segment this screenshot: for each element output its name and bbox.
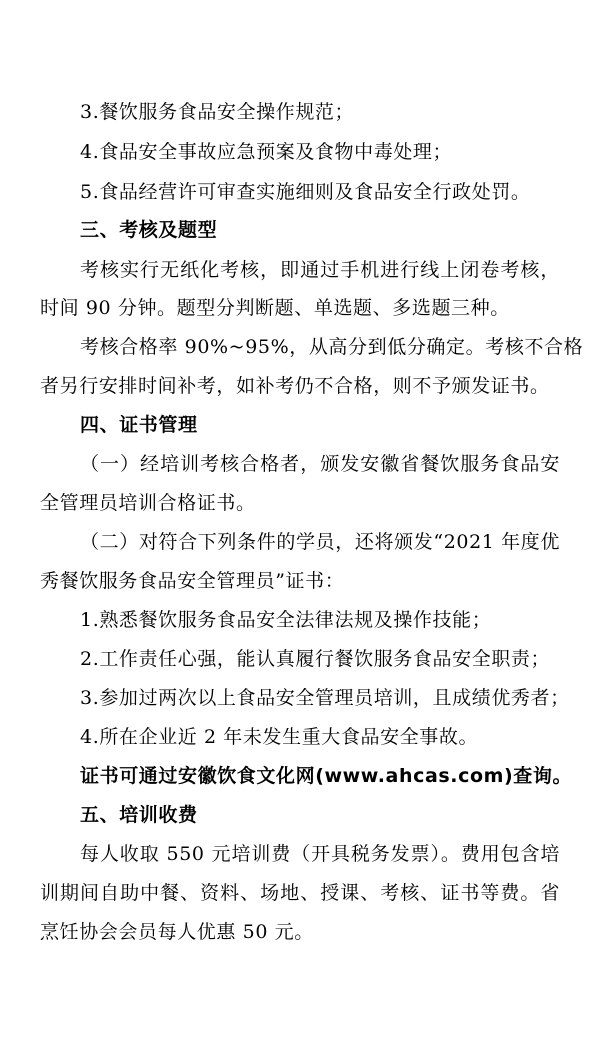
list-item-3: 3.餐饮服务食品安全操作规范； xyxy=(80,101,355,123)
section3-paragraph2-line2: 者另行安排时间补考，如补考仍不合格，则不予颁发证书。 xyxy=(40,375,550,397)
condition-item-4: 4.所在企业近 2 年未发生重大食品安全事故。 xyxy=(80,726,479,748)
section5-paragraph1-line1: 每人收取 550 元培训费（开具税务发票）。费用包含培 xyxy=(80,843,560,865)
list-item-4: 4.食品安全事故应急预案及食物中毒处理； xyxy=(80,141,453,163)
section4-paragraph1-line2: 全管理员培训合格证书。 xyxy=(40,492,256,514)
condition-item-2: 2.工作责任心强，能认真履行餐饮服务食品安全职责； xyxy=(80,648,551,670)
section3-paragraph2-line1: 考核合格率 90%~95%，从高分到低分确定。考核不合格 xyxy=(80,336,584,358)
section3-paragraph1-line1: 考核实行无纸化考核，即通过手机进行线上闭卷考核， xyxy=(80,259,560,281)
section4-paragraph2-line2: 秀餐饮服务食品安全管理员”证书： xyxy=(40,570,345,592)
section5-paragraph1-line2: 训期间自助中餐、资料、场地、授课、考核、证书等费。省 xyxy=(40,882,560,904)
condition-item-3: 3.参加过两次以上食品安全管理员培训，且成绩优秀者； xyxy=(80,687,570,709)
section-heading-3: 三、考核及题型 xyxy=(80,219,218,241)
section-heading-5: 五、培训收费 xyxy=(80,804,198,826)
section5-paragraph1-line3: 烹饪协会会员每人优惠 50 元。 xyxy=(40,921,314,943)
list-item-5: 5.食品经营许可审查实施细则及食品安全行政处罚。 xyxy=(80,181,531,203)
condition-item-1: 1.熟悉餐饮服务食品安全法律法规及操作技能； xyxy=(80,609,492,631)
section4-paragraph1-line1: （一）经培训考核合格者，颁发安徽省餐饮服务食品安 xyxy=(80,453,560,475)
section3-paragraph1-line2: 时间 90 分钟。题型分判断题、单选题、多选题三种。 xyxy=(40,297,510,319)
section-heading-4: 四、证书管理 xyxy=(80,414,198,436)
section4-paragraph2-line1: （二）对符合下列条件的学员，还将颁发“2021 年度优 xyxy=(80,531,560,553)
certificate-query-notice: 证书可通过安徽饮食文化网(www.ahcas.com)查询。 xyxy=(80,765,573,787)
